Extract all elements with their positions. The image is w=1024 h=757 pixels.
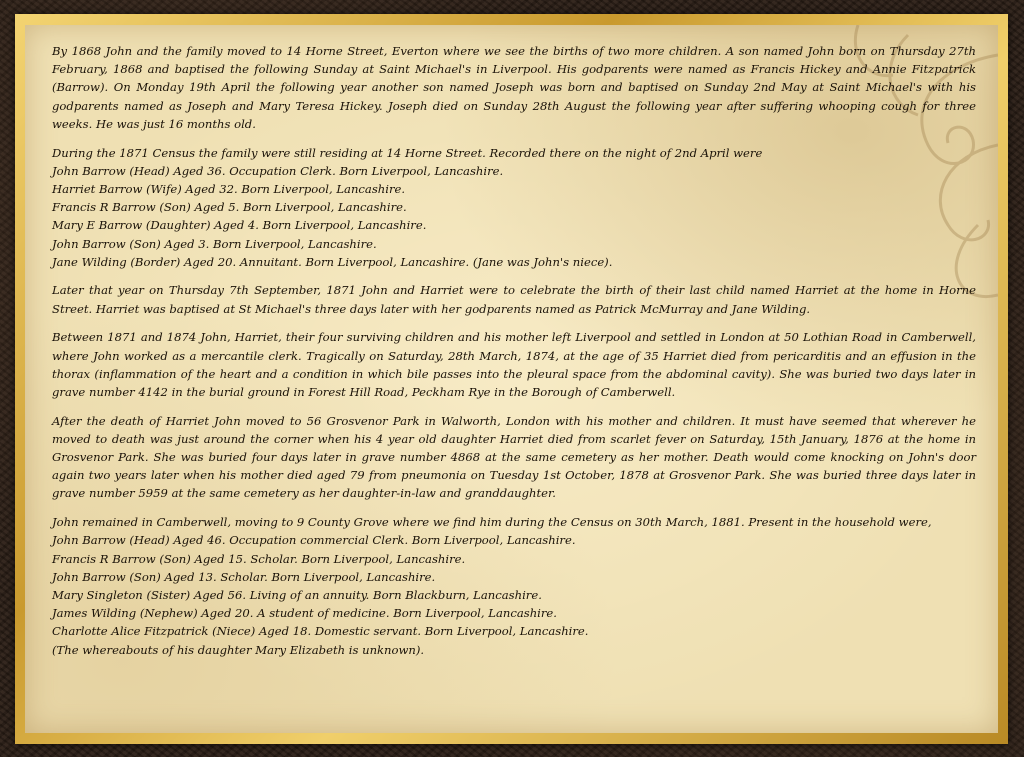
census-row: Jane Wilding (Border) Aged 20. Annuitant. Born Liverpool, Lancashire. (Jane was John's niece).: [52, 254, 613, 269]
census-1871-block: [52, 144, 976, 271]
census-row: James Wilding (Nephew) Aged 20. A student of medicine. Born Liverpool, Lancashire.: [52, 606, 557, 621]
census-row: John Barrow (Son) Aged 13. Scholar. Born Liverpool, Lancashire.: [52, 569, 436, 584]
census-1871-intro: During the 1871 Census the family were still residing at 14 Horne Street. Recorded there on the night of 2nd April were: [52, 145, 763, 160]
census-note: (The whereabouts of his daughter Mary Elizabeth is unknown).: [52, 642, 425, 657]
paragraph-1868-births: By 1868 John and the family moved to 14 Horne Street, Everton where we see the births of two more children. A son named John born on Thursday 27th February, 1868 and baptised the following Sunday at Saint Michael's in Liverpool. His godparents were named as Francis Hickey and Annie Fitzpatrick (Barrow). On Monday 19th April the following year another son named Joseph was born and baptised on Sunday 2nd May at Saint Michael's with his godparents named as Joseph and Mary Teresa Hickey. Joseph died on Sunday 28th August the following year after suffering whooping cough for three weeks. He was just 16 months old.: [52, 44, 976, 131]
census-row: John Barrow (Head) Aged 36. Occupation Clerk. Born Liverpool, Lancashire.: [52, 163, 504, 178]
census-row: Francis R Barrow (Son) Aged 15. Scholar. Born Liverpool, Lancashire.: [52, 551, 466, 566]
census-row: Francis R Barrow (Son) Aged 5. Born Liverpool, Lancashire.: [52, 200, 407, 215]
paragraph-grosvenor-park: After the death of Harriet John moved to 56 Grosvenor Park in Walworth, London with his mother and children. It must have seemed that wherever he moved to death was just around the corner when his 4 year old daughter Harriet died from scarlet fever on Saturday, 15th January, 1876 at the home in Grosvenor Park. She was buried four days later in grave number 4868 at the same cemetery as her mother. Death would come knocking on John's door again two years later when his mother died aged 79 from pneumonia on Tuesday 1st October, 1878 at Grosvenor Park. She was buried three days later in grave number 5959 at the same cemetery as her daughter-in-law and granddaughter.: [52, 413, 976, 501]
paragraph-harriet-birth: Later that year on Thursday 7th September, 1871 John and Harriet were to celebrate the birth of their last child named Harriet at the home in Horne Street. Harriet was baptised at St Michael's three days later with her godparents named as Patrick McMurray and Jane Wilding.: [52, 283, 976, 316]
census-1881-block: [52, 513, 976, 659]
census-row: John Barrow (Son) Aged 3. Born Liverpool, Lancashire.: [52, 236, 377, 251]
census-row: John Barrow (Head) Aged 46. Occupation commercial Clerk. Born Liverpool, Lancashire.: [52, 533, 576, 548]
document-body: [52, 42, 976, 669]
census-1881-intro: John remained in Camberwell, moving to 9 County Grove where we find him during the Census on 30th March, 1881. Present in the household were,: [52, 515, 932, 530]
parchment-page: [25, 25, 998, 733]
census-row: Mary Singleton (Sister) Aged 56. Living of an annuity. Born Blackburn, Lancashire.: [52, 587, 542, 602]
paragraph-move-to-london: Between 1871 and 1874 John, Harriet, their four surviving children and his mother left Liverpool and settled in London at 50 Lothian Road in Camberwell, where John worked as a mercantile clerk. Tragically on Saturday, 28th March, 1874, at the age of 35 Harriet died from pericarditis and an effusion in the thorax (inflammation of the heart and a condition in which bile passes into the pleural space from the abdominal cavity). She was buried two days later in grave number 4142 in the burial ground in Forest Hill Road, Peckham Rye in the Borough of Camberwell.: [52, 330, 976, 399]
census-row: Charlotte Alice Fitzpatrick (Niece) Aged 18. Domestic servant. Born Liverpool, Lancashire.: [52, 624, 589, 639]
census-row: Mary E Barrow (Daughter) Aged 4. Born Liverpool, Lancashire.: [52, 218, 427, 233]
census-row: Harriet Barrow (Wife) Aged 32. Born Liverpool, Lancashire.: [52, 181, 406, 196]
